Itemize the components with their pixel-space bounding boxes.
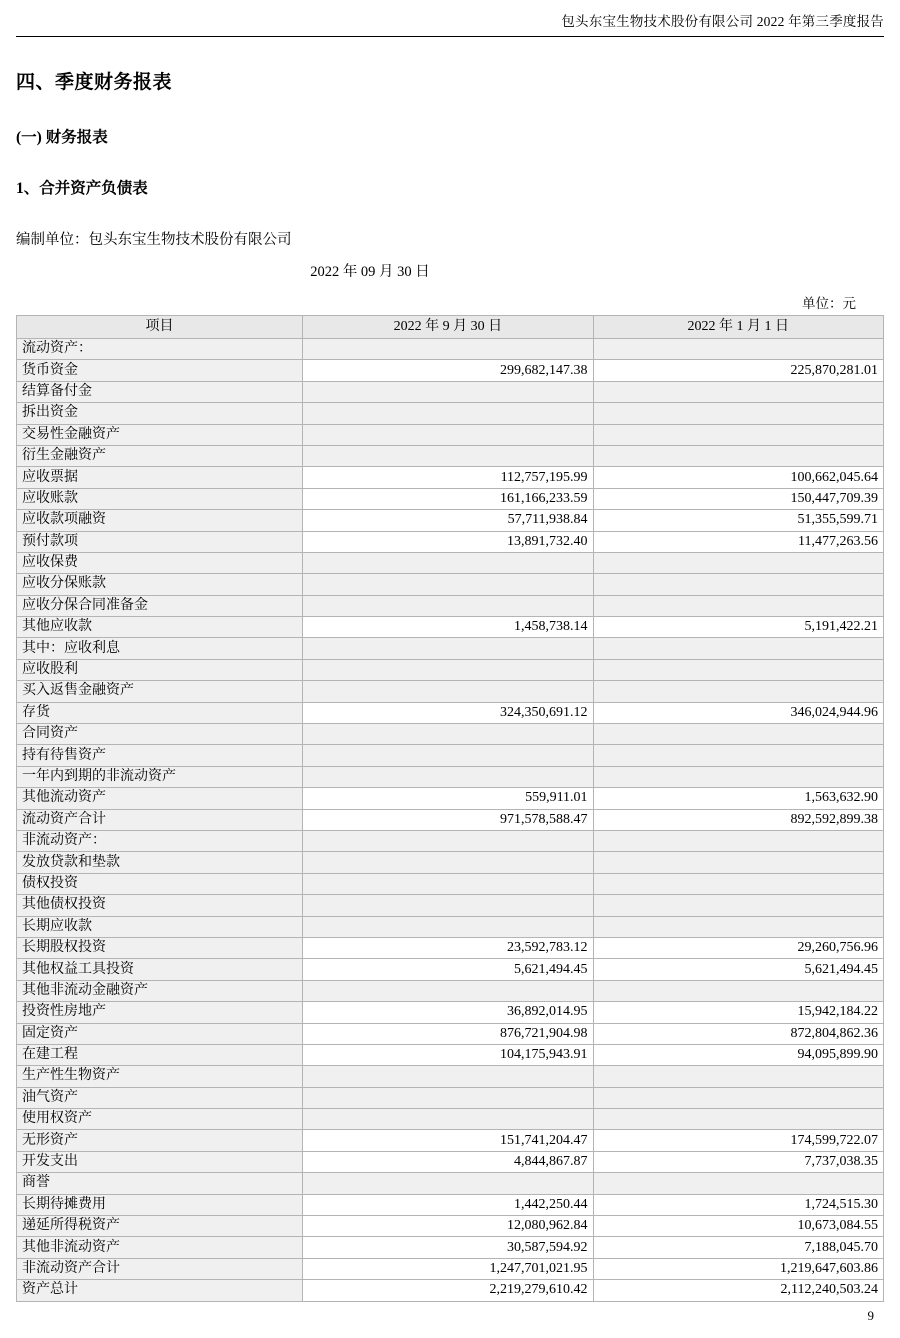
row-label: 应收票据 xyxy=(17,467,303,488)
row-value-prior xyxy=(593,403,883,424)
row-label: 商誉 xyxy=(17,1173,303,1194)
table-row xyxy=(17,852,884,873)
row-value-current: 57,711,938.84 xyxy=(303,510,593,531)
row-value-prior: 150,447,709.39 xyxy=(593,488,883,509)
table-row xyxy=(17,788,884,809)
table-row xyxy=(17,552,884,573)
row-label: 拆出资金 xyxy=(17,403,303,424)
row-value-current: 2,219,279,610.42 xyxy=(303,1280,593,1301)
column-header-period-prior: 2022 年 1 月 1 日 xyxy=(593,316,883,339)
row-label: 结算备付金 xyxy=(17,381,303,402)
row-label: 在建工程 xyxy=(17,1044,303,1065)
row-value-prior xyxy=(593,339,883,360)
row-label: 固定资产 xyxy=(17,1023,303,1044)
row-value-prior: 100,662,045.64 xyxy=(593,467,883,488)
table-row xyxy=(17,916,884,937)
row-label: 其他应收款 xyxy=(17,617,303,638)
row-value-current: 971,578,588.47 xyxy=(303,809,593,830)
row-value-current: 30,587,594.92 xyxy=(303,1237,593,1258)
table-row xyxy=(17,360,884,381)
report-date-line: 2022 年 09 月 30 日 xyxy=(310,264,430,280)
row-value-current: 1,458,738.14 xyxy=(303,617,593,638)
row-label: 交易性金融资产 xyxy=(17,424,303,445)
table-row xyxy=(17,745,884,766)
row-label: 应收分保合同准备金 xyxy=(17,595,303,616)
running-header: 包头东宝生物技术股份有限公司 2022 年第三季度报告 xyxy=(561,14,884,29)
row-value-prior: 51,355,599.71 xyxy=(593,510,883,531)
row-value-prior xyxy=(593,852,883,873)
row-value-current: 876,721,904.98 xyxy=(303,1023,593,1044)
row-value-current: 13,891,732.40 xyxy=(303,531,593,552)
table-row xyxy=(17,339,884,360)
row-value-current xyxy=(303,574,593,595)
table-row xyxy=(17,1066,884,1087)
row-value-prior: 5,621,494.45 xyxy=(593,959,883,980)
row-value-prior: 94,095,899.90 xyxy=(593,1044,883,1065)
row-value-current xyxy=(303,445,593,466)
table-row xyxy=(17,424,884,445)
row-value-prior: 174,599,722.07 xyxy=(593,1130,883,1151)
row-value-current: 36,892,014.95 xyxy=(303,1002,593,1023)
row-label: 流动资产合计 xyxy=(17,809,303,830)
row-label: 应收账款 xyxy=(17,488,303,509)
row-label: 债权投资 xyxy=(17,873,303,894)
row-value-current xyxy=(303,638,593,659)
row-value-prior: 15,942,184.22 xyxy=(593,1002,883,1023)
statement-title: 1、合并资产负债表 xyxy=(16,180,148,197)
row-value-prior xyxy=(593,681,883,702)
row-value-current: 299,682,147.38 xyxy=(303,360,593,381)
row-value-prior xyxy=(593,1173,883,1194)
table-row xyxy=(17,1237,884,1258)
row-label: 合同资产 xyxy=(17,724,303,745)
unit-line: 单位：元 xyxy=(802,296,856,311)
row-value-prior xyxy=(593,745,883,766)
table-row xyxy=(17,1258,884,1279)
row-label: 使用权资产 xyxy=(17,1109,303,1130)
row-value-prior: 872,804,862.36 xyxy=(593,1023,883,1044)
row-label: 资产总计 xyxy=(17,1280,303,1301)
row-label: 买入返售金融资产 xyxy=(17,681,303,702)
row-label: 持有待售资产 xyxy=(17,745,303,766)
table-row xyxy=(17,1109,884,1130)
row-value-current xyxy=(303,1066,593,1087)
row-value-current xyxy=(303,595,593,616)
table-row xyxy=(17,724,884,745)
row-value-prior xyxy=(593,445,883,466)
section-subtitle: (一) 财务报表 xyxy=(16,129,108,146)
row-label: 其他非流动资产 xyxy=(17,1237,303,1258)
table-row xyxy=(17,1002,884,1023)
row-value-prior xyxy=(593,574,883,595)
table-row xyxy=(17,381,884,402)
row-value-prior xyxy=(593,659,883,680)
table-row xyxy=(17,1280,884,1301)
row-value-current: 1,247,701,021.95 xyxy=(303,1258,593,1279)
row-label: 应收保费 xyxy=(17,552,303,573)
table-row xyxy=(17,445,884,466)
row-value-prior xyxy=(593,381,883,402)
table-row xyxy=(17,1130,884,1151)
row-value-current xyxy=(303,766,593,787)
row-value-prior: 7,737,038.35 xyxy=(593,1151,883,1172)
row-value-current xyxy=(303,852,593,873)
row-label: 长期应收款 xyxy=(17,916,303,937)
row-value-prior: 11,477,263.56 xyxy=(593,531,883,552)
row-value-prior xyxy=(593,595,883,616)
table-row xyxy=(17,467,884,488)
row-value-current: 4,844,867.87 xyxy=(303,1151,593,1172)
table-row xyxy=(17,766,884,787)
table-row xyxy=(17,1044,884,1065)
row-value-current: 161,166,233.59 xyxy=(303,488,593,509)
row-value-prior xyxy=(593,424,883,445)
row-value-prior: 1,724,515.30 xyxy=(593,1194,883,1215)
row-label: 存货 xyxy=(17,702,303,723)
row-value-current: 1,442,250.44 xyxy=(303,1194,593,1215)
table-row xyxy=(17,702,884,723)
row-value-prior xyxy=(593,638,883,659)
row-value-current xyxy=(303,381,593,402)
table-row xyxy=(17,1173,884,1194)
table-row xyxy=(17,1087,884,1108)
row-value-current xyxy=(303,339,593,360)
row-value-current xyxy=(303,745,593,766)
row-label: 发放贷款和垫款 xyxy=(17,852,303,873)
row-value-prior: 2,112,240,503.24 xyxy=(593,1280,883,1301)
row-label: 长期股权投资 xyxy=(17,937,303,958)
row-label: 应收分保账款 xyxy=(17,574,303,595)
column-header-item: 项目 xyxy=(17,316,303,339)
row-label: 非流动资产合计 xyxy=(17,1258,303,1279)
row-value-current xyxy=(303,1173,593,1194)
row-label: 流动资产： xyxy=(17,339,303,360)
row-label: 衍生金融资产 xyxy=(17,445,303,466)
row-value-current xyxy=(303,980,593,1001)
row-value-prior xyxy=(593,980,883,1001)
row-value-current: 104,175,943.91 xyxy=(303,1044,593,1065)
table-row xyxy=(17,595,884,616)
row-value-current xyxy=(303,724,593,745)
row-value-prior xyxy=(593,1087,883,1108)
row-label: 其他非流动金融资产 xyxy=(17,980,303,1001)
row-value-current: 324,350,691.12 xyxy=(303,702,593,723)
table-row xyxy=(17,681,884,702)
row-label: 预付款项 xyxy=(17,531,303,552)
table-row xyxy=(17,895,884,916)
row-value-prior xyxy=(593,766,883,787)
row-value-current xyxy=(303,1109,593,1130)
row-value-current xyxy=(303,424,593,445)
table-row xyxy=(17,403,884,424)
row-value-current xyxy=(303,916,593,937)
row-value-current xyxy=(303,403,593,424)
row-value-current xyxy=(303,552,593,573)
row-value-current: 151,741,204.47 xyxy=(303,1130,593,1151)
table-row xyxy=(17,1194,884,1215)
row-label: 递延所得税资产 xyxy=(17,1216,303,1237)
table-row xyxy=(17,959,884,980)
row-label: 应收股利 xyxy=(17,659,303,680)
row-label: 其他债权投资 xyxy=(17,895,303,916)
row-value-current xyxy=(303,830,593,851)
prepared-by-line: 编制单位：包头东宝生物技术股份有限公司 xyxy=(16,232,292,248)
row-value-prior: 29,260,756.96 xyxy=(593,937,883,958)
row-value-prior: 10,673,084.55 xyxy=(593,1216,883,1237)
row-label: 应收款项融资 xyxy=(17,510,303,531)
table-row xyxy=(17,1023,884,1044)
row-value-prior: 346,024,944.96 xyxy=(593,702,883,723)
row-value-prior xyxy=(593,895,883,916)
row-value-current: 23,592,783.12 xyxy=(303,937,593,958)
row-value-prior xyxy=(593,724,883,745)
row-value-prior xyxy=(593,552,883,573)
table-row xyxy=(17,1216,884,1237)
row-value-prior xyxy=(593,1066,883,1087)
table-row xyxy=(17,510,884,531)
row-value-prior xyxy=(593,1109,883,1130)
table-header-row xyxy=(17,316,884,339)
row-value-prior: 1,563,632.90 xyxy=(593,788,883,809)
table-body xyxy=(17,339,884,1302)
row-value-prior: 1,219,647,603.86 xyxy=(593,1258,883,1279)
table-row xyxy=(17,617,884,638)
row-label: 油气资产 xyxy=(17,1087,303,1108)
table-row xyxy=(17,488,884,509)
row-label: 其他权益工具投资 xyxy=(17,959,303,980)
row-value-current xyxy=(303,1087,593,1108)
row-value-current: 5,621,494.45 xyxy=(303,959,593,980)
row-label: 其中：应收利息 xyxy=(17,638,303,659)
row-value-current xyxy=(303,681,593,702)
row-label: 货币资金 xyxy=(17,360,303,381)
table-row xyxy=(17,937,884,958)
row-label: 其他流动资产 xyxy=(17,788,303,809)
row-value-current xyxy=(303,873,593,894)
section-title: 四、季度财务报表 xyxy=(16,72,173,93)
row-label: 开发支出 xyxy=(17,1151,303,1172)
page-number: 9 xyxy=(867,1308,874,1323)
column-header-period-current: 2022 年 9 月 30 日 xyxy=(303,316,593,339)
row-value-prior xyxy=(593,830,883,851)
row-value-current: 112,757,195.99 xyxy=(303,467,593,488)
row-value-current: 559,911.01 xyxy=(303,788,593,809)
row-label: 生产性生物资产 xyxy=(17,1066,303,1087)
row-value-prior: 7,188,045.70 xyxy=(593,1237,883,1258)
row-label: 投资性房地产 xyxy=(17,1002,303,1023)
table-row xyxy=(17,659,884,680)
row-value-prior: 892,592,899.38 xyxy=(593,809,883,830)
table-row xyxy=(17,809,884,830)
row-label: 无形资产 xyxy=(17,1130,303,1151)
table-header xyxy=(17,316,884,339)
table-row xyxy=(17,1151,884,1172)
table-row xyxy=(17,980,884,1001)
row-label: 一年内到期的非流动资产 xyxy=(17,766,303,787)
row-label: 长期待摊费用 xyxy=(17,1194,303,1215)
row-value-prior: 5,191,422.21 xyxy=(593,617,883,638)
row-value-current xyxy=(303,659,593,680)
row-value-prior: 225,870,281.01 xyxy=(593,360,883,381)
header-divider xyxy=(16,36,884,37)
table-row xyxy=(17,574,884,595)
table-row xyxy=(17,638,884,659)
balance-sheet-table xyxy=(16,315,884,1302)
row-value-prior xyxy=(593,916,883,937)
table-row xyxy=(17,830,884,851)
row-value-prior xyxy=(593,873,883,894)
table-row xyxy=(17,531,884,552)
row-value-current: 12,080,962.84 xyxy=(303,1216,593,1237)
table-row xyxy=(17,873,884,894)
row-value-current xyxy=(303,895,593,916)
row-label: 非流动资产： xyxy=(17,830,303,851)
